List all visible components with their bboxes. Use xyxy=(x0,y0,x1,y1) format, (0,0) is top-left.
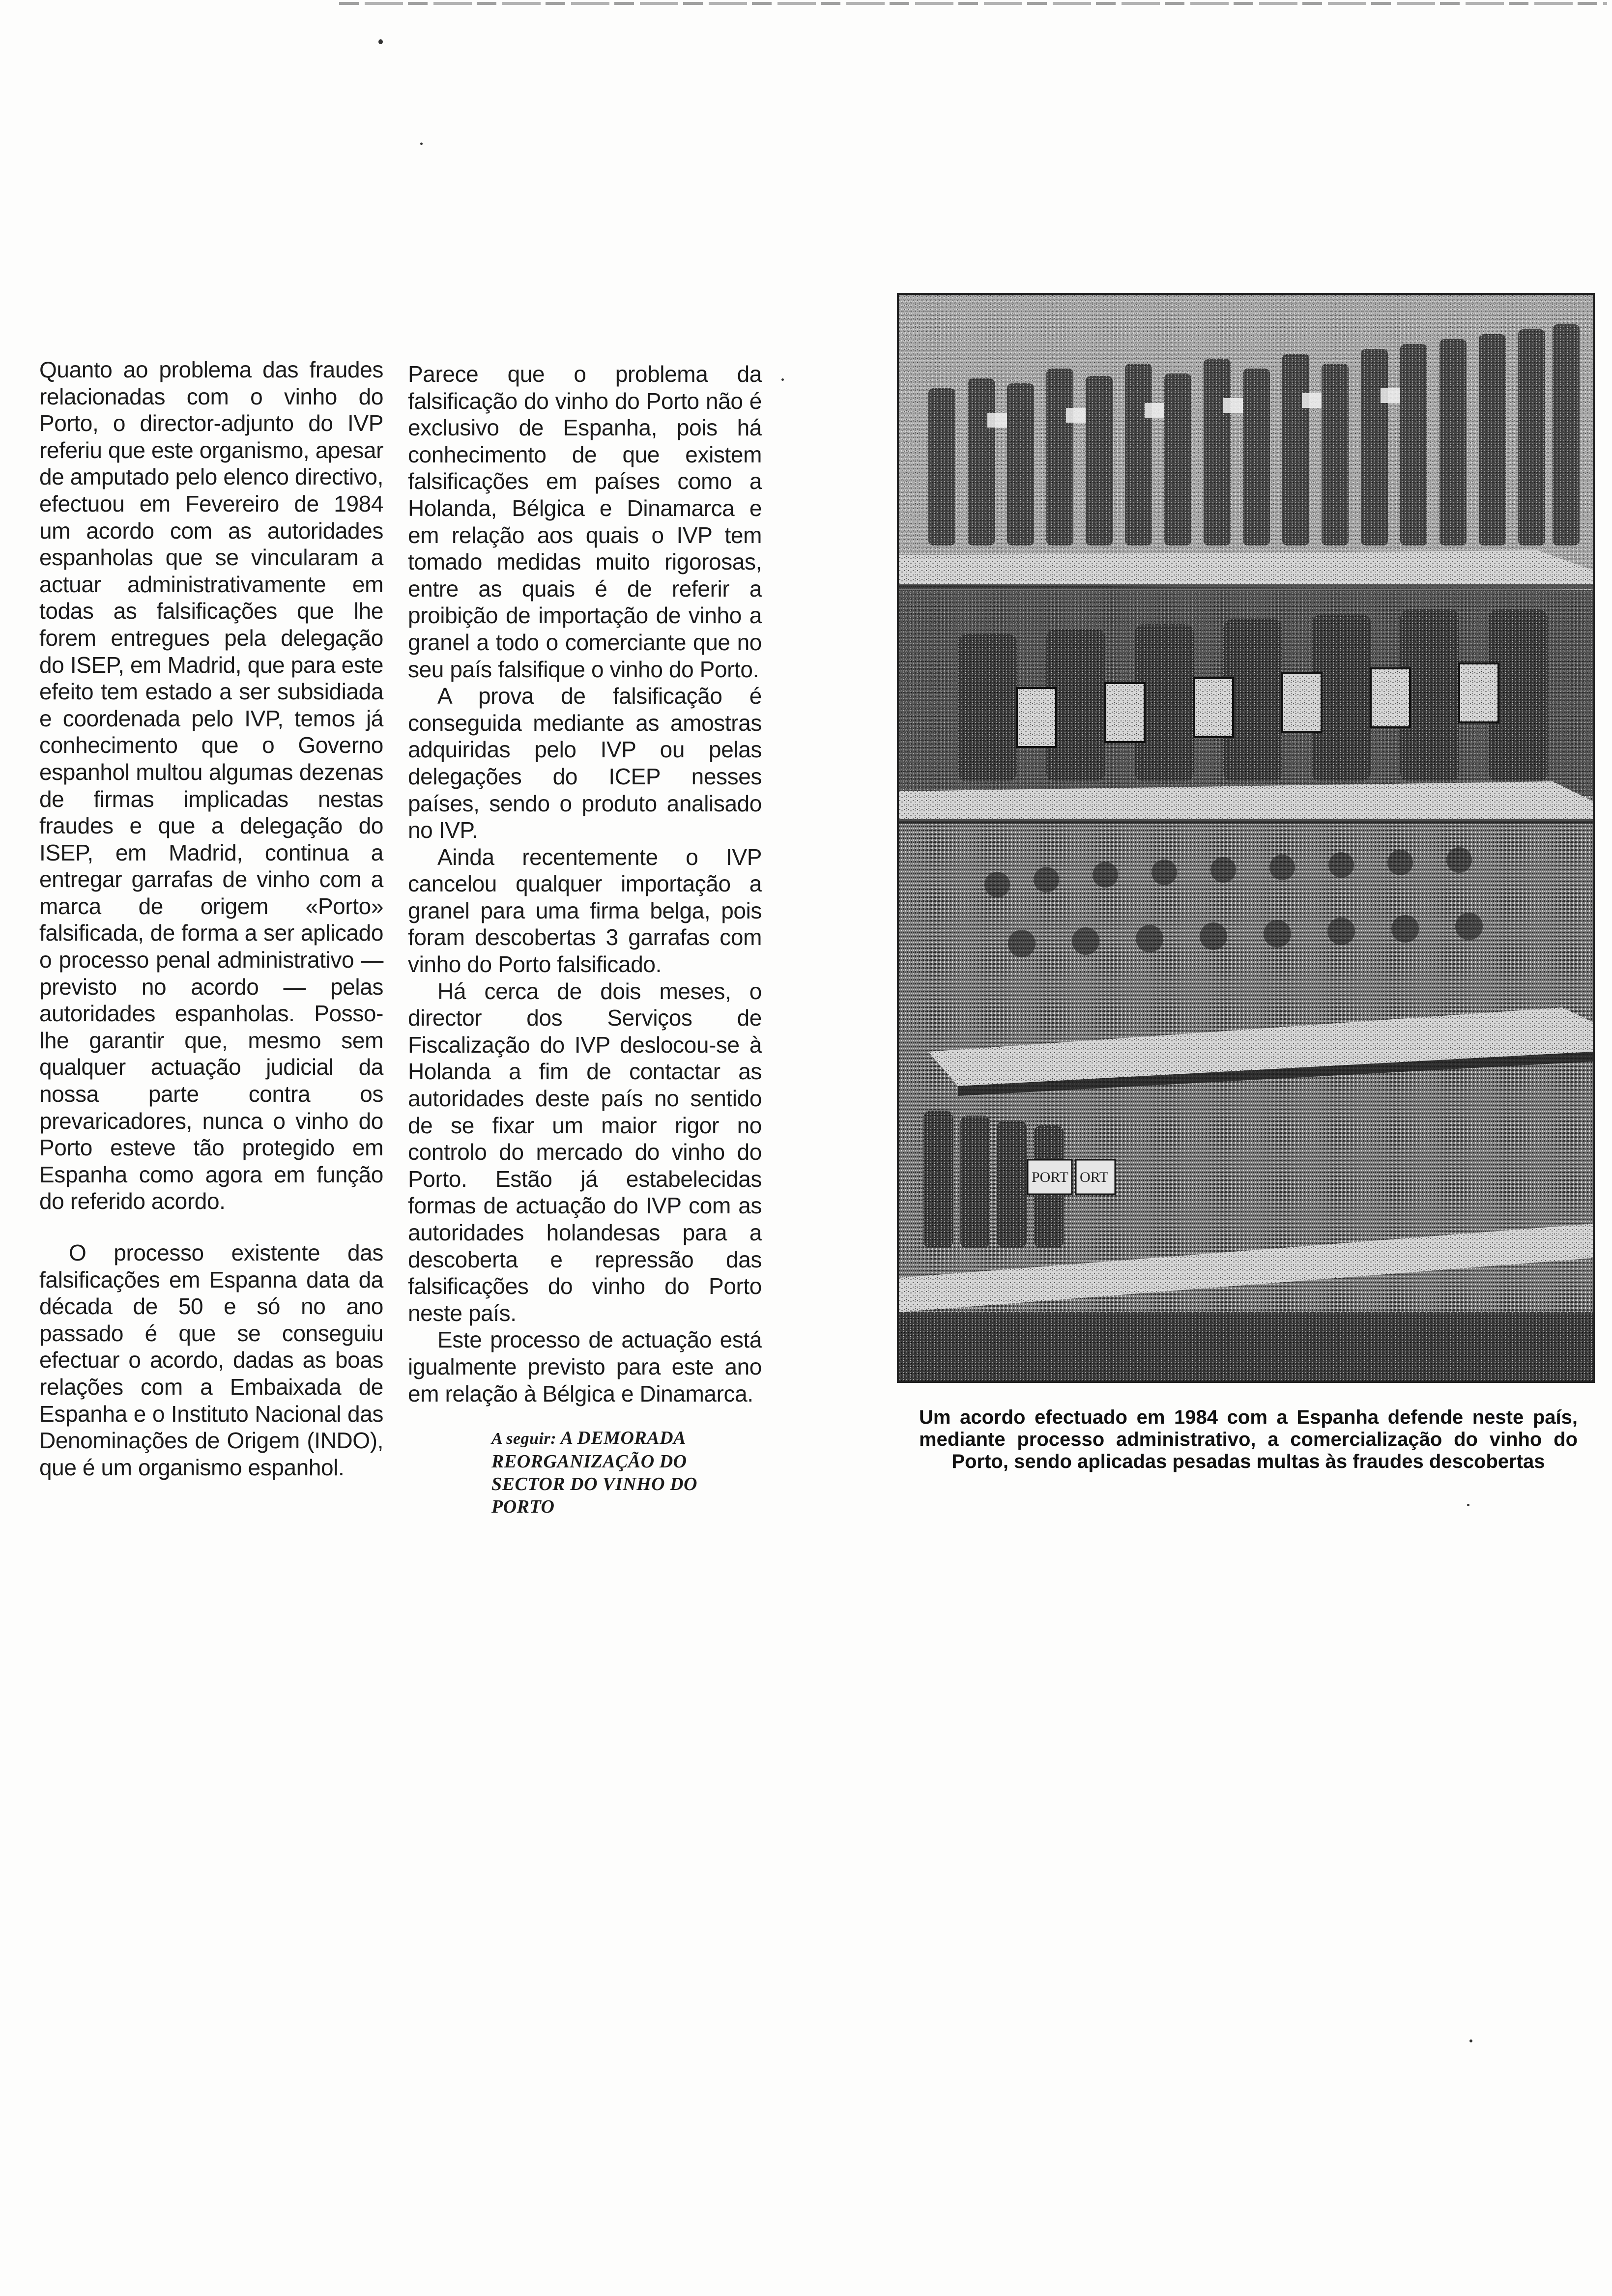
paragraph: Quanto ao problema das fraudes relacionadas com o vinho do Porto, o director-adjunto do IVP referiu que este organismo, apesar de amputado pelo elenco directivo, efectuou em Fevereiro de 1984 um acordo com as autoridades espanholas que se vincularam a actuar administrativamente em todas as falsificações que lhe forem entregues pela delegação do ISEP, em Madrid, que para este efeito tem estado a ser subsidiada e coordenada pelo IVP, temos já conhecimento que o Governo espanhol multou algumas dezenas de firmas implicadas nestas fraudes e que a delegação do ISEP, em Madrid, continua a entregar garrafas de vinho com a marca de origem «Porto» falsificada, de forma a ser aplicado o processo penal administrativo — previsto no acordo — pelas autoridades espanholas. Posso-lhe garantir que, mesmo sem qualquer actuação judicial da nossa parte contra os prevaricadores, nunca o vinho do Porto esteve tão protegido em Espanha como agora em função do referido acordo. xyxy=(39,357,383,1214)
article-column-2 xyxy=(408,361,762,1518)
bottle-label-text: ORT xyxy=(1080,1169,1109,1185)
scan-speck xyxy=(1469,2039,1472,2042)
paragraph: Há cerca de dois meses, o director dos Serviços de Fiscalização do IVP deslocou-se à Holanda a fim de contactar as autoridades deste país no sentido de se fixar um maior rigor no controlo do mercado do vinho do Porto. Estão já estabelecidas formas de actuação do IVP com as autoridades holandesas para a descoberta e repressão das falsificações do vinho do Porto neste país. xyxy=(408,978,762,1326)
photo-caption-text: Um acordo efectuado em 1984 com a Espanha defende neste país, mediante processo administrativo, a comercialização do vinho do Porto, sendo aplicadas pesadas multas às fraudes descobertas xyxy=(919,1406,1578,1472)
paragraph: O processo existente das falsificações em Espanna data da década de 50 e só no ano passado é que se conseguiu efectuar o acordo, dadas as boas relações com a Embaixada de Espanha e o Instituto Nacional das Denominações de Origem (INDO), que é um organismo espanhol. xyxy=(39,1240,383,1480)
continued-next-note xyxy=(408,1427,762,1518)
scan-speck xyxy=(1467,1504,1469,1506)
scan-speck xyxy=(378,39,383,44)
wine-shelves-photo xyxy=(897,293,1595,1383)
bottles-on-shelves-image xyxy=(899,295,1593,1381)
photo-caption xyxy=(919,1406,1578,1473)
paragraph: Ainda recentemente o IVP cancelou qualquer importação a granel para uma firma belga, pois foram descobertas 3 garrafas com vinho do Porto falsificado. xyxy=(408,844,762,977)
next-part-prefix: A seguir: xyxy=(491,1430,557,1448)
scan-speck xyxy=(420,143,423,145)
next-part-title: A DEMORADA REORGANIZAÇÃO DO SECTOR DO VINHO DO PORTO xyxy=(491,1428,697,1518)
paragraph: Este processo de actuação está igualmente previsto para este ano em relação à Bélgica e Dinamarca. xyxy=(408,1327,762,1406)
second-shelf-bottles xyxy=(899,590,1593,796)
top-shelf-bottles xyxy=(899,295,1593,570)
paragraph: Parece que o problema da falsificação do vinho do Porto não é exclusivo de Espanha, pois há conhecimento de que existem falsificações em países como a Holanda, Bélgica e Dinamarca e em relação aos quais o IVP tem tomado medidas muito rigorosas, entre as quais é de referir a proibição de importação de vinho a granel a todo o comerciante que no seu país falsifique o vinho do Porto. xyxy=(408,361,762,682)
bottle-label-text: PORT xyxy=(1032,1169,1068,1185)
article-column-1 xyxy=(39,356,383,1481)
paragraph: A prova de falsificação é conseguida mediante as amostras adquiridas pelo IVP ou pelas delegações do ICEP nesses países, sendo o produto analisado no IVP. xyxy=(408,683,762,843)
top-scan-rule xyxy=(339,2,1607,5)
scan-speck xyxy=(781,378,784,381)
